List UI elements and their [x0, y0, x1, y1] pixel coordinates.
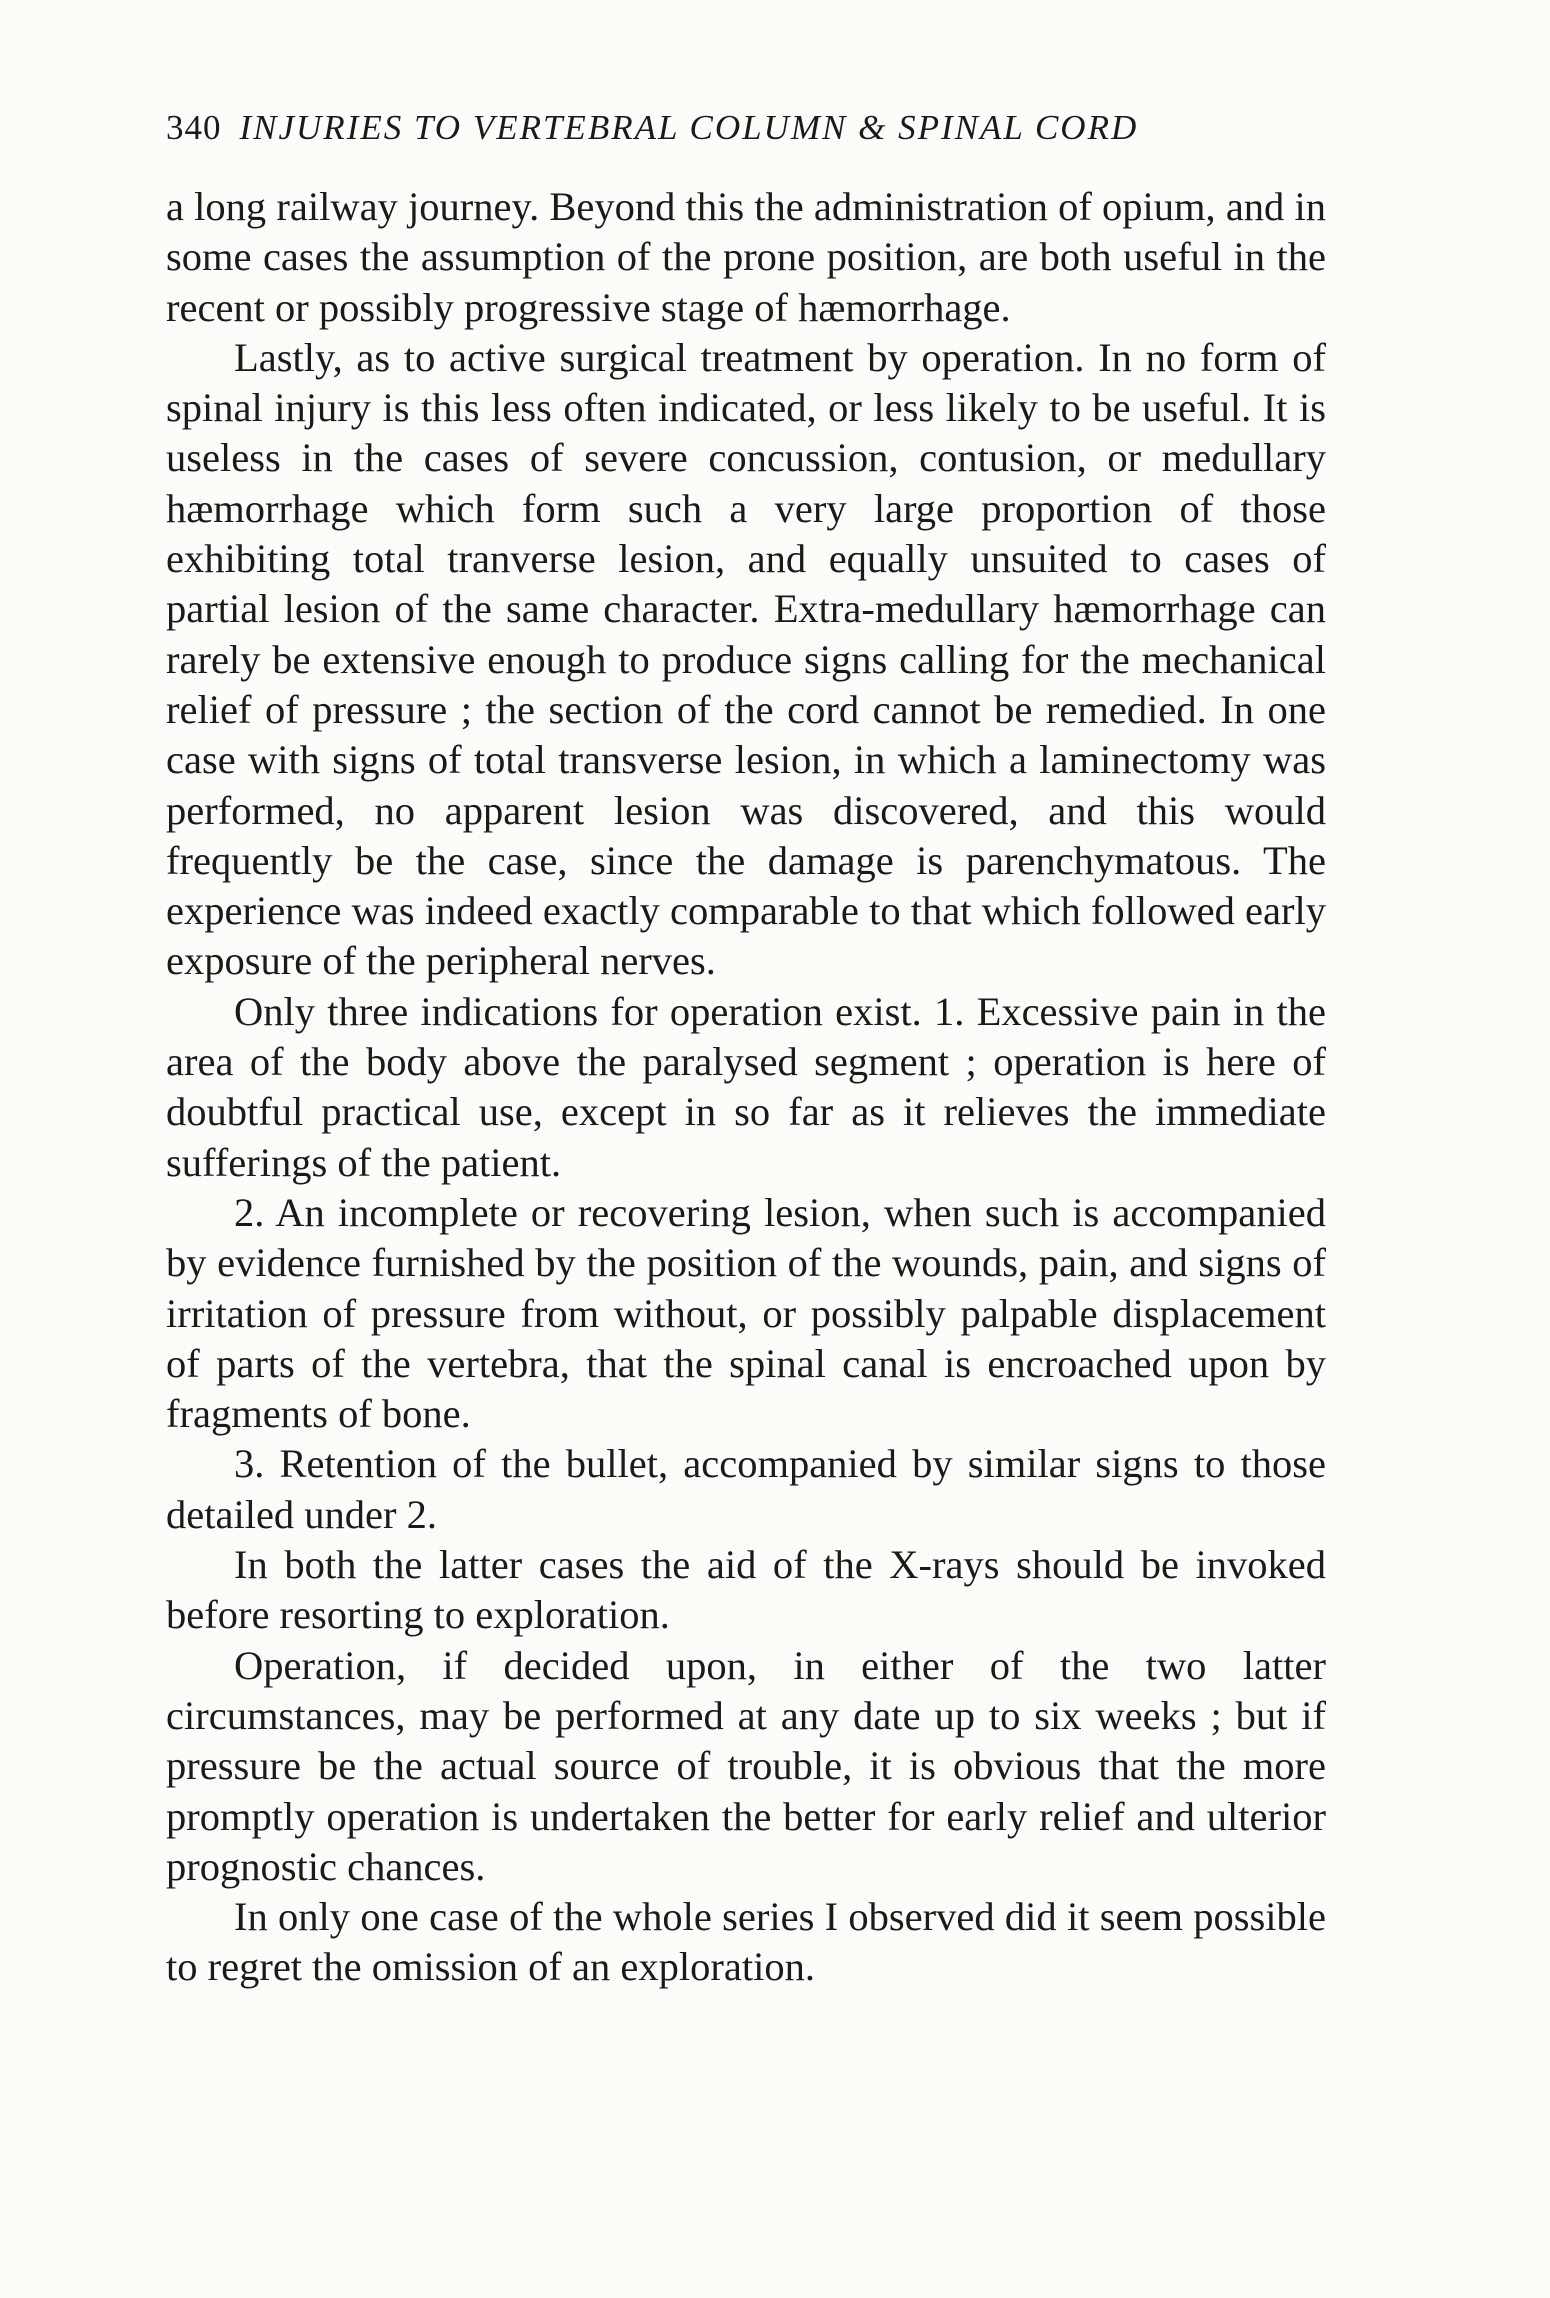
running-header [166, 98, 1326, 158]
book-page [166, 98, 1326, 1993]
paragraph: Only three indications for operation exist. 1. Excessive pain in the area of the body above the paralysed segment ; operation is here of doubtful practical use, except in so far as it relieves the immediate sufferings of the patient. [166, 988, 1326, 1185]
paragraph: In both the latter cases the aid of the X-rays should be invoked before resorting to exploration. [166, 1542, 1326, 1638]
running-title: INJURIES TO VERTEBRAL COLUMN & SPINAL CORD [239, 108, 1139, 147]
paragraph: Lastly, as to active surgical treatment by operation. In no form of spinal injury is this less often indicated, or less likely to be useful. It is useless in the cases of severe concussion, contusion, or medullary hæmorrhage which form such a very large proportion of those exhibiting total tranverse lesion, and equally unsuited to cases of partial lesion of the same character. Extra-medullary hæmorrhage can rarely be extensive enough to produce signs calling for the mechanical relief of pressure ; the section of the cord cannot be remedied. In one case with signs of total transverse lesion, in which a laminectomy was performed, no apparent lesion was discovered, and this would frequently be the case, since the damage is parenchymatous. The experience was indeed exactly comparable to that which followed early exposure of the peripheral nerves. [166, 334, 1326, 984]
paragraph: Operation, if decided upon, in either of the two latter circumstances, may be performed at any date up to six weeks ; but if pressure be the actual source of trouble, it is obvious that the more promptly operation is undertaken the better for early relief and ulterior prognostic chances. [166, 1642, 1326, 1889]
paragraph: 3. Retention of the bullet, accompanied by similar signs to those detailed under 2. [166, 1441, 1326, 1537]
paragraph: In only one case of the whole series I observed did it seem possible to regret the omission of an exploration. [166, 1894, 1326, 1990]
paragraph-continued: a long railway journey. Beyond this the administration of opium, and in some cases the assumption of the prone position, are both useful in the recent or possibly progressive stage of hæmorrhage. [166, 184, 1326, 330]
body-text [166, 182, 1326, 1993]
page-number: 340 [166, 108, 222, 147]
paragraph: 2. An incomplete or recovering lesion, when such is accompanied by evidence furnished by the position of the wounds, pain, and signs of irritation of pressure from without, or possibly palpable displacement of parts of the vertebra, that the spinal canal is encroached upon by fragments of bone. [166, 1189, 1326, 1437]
